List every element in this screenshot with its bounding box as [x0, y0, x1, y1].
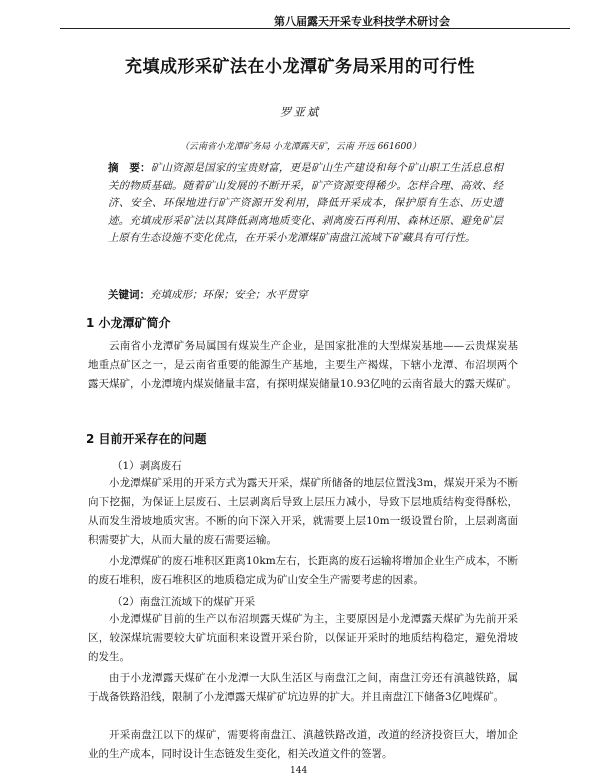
abstract-label: 摘 要： — [108, 162, 151, 174]
section-2-paragraph-3: 小龙潭煤矿目前的生产以布沼坝露天煤矿为主，主要原因是小龙潭露天煤矿为先前开采区，较深煤坑需要较大矿坑面积来设置开采台阶，以保证开采时的地质结构稳定，避免滑坡的发生。 — [88, 613, 518, 663]
page-number: 144 — [290, 766, 308, 776]
subsection-2-heading: （2）南盘江流域下的煤矿开采 — [112, 596, 256, 608]
section-2-heading: 2 目前开采存在的问题 — [86, 432, 207, 446]
keywords — [108, 287, 503, 302]
abstract — [108, 160, 503, 248]
keywords-label: 关键词： — [108, 289, 150, 301]
running-header — [60, 8, 570, 29]
header-text: 第八届露天开采专业科技学术研讨会 — [274, 15, 450, 28]
section-2-paragraph-4: 由于小龙潭露天煤矿在小龙潭一大队生活区与南盘江之间，南盘江旁还有滇越铁路，属于战备铁路沿线，限制了小龙潭露天煤矿矿坑边界的扩大。并且南盘江下储备3亿吨煤矿。 — [88, 672, 518, 703]
abstract-text: 矿山资源是国家的宝贵财富，更是矿山生产建设和每个矿山职工生活息息相关的物质基础。随着矿山发展的不断开采，矿产资源变得稀少。怎样合理、高效、经济、安全、环保地进行矿产资源开发利用，降低开采成本，保护原有生态、历史遗迹。充填成形采矿法以其降低剥离地质变化、剥离废石再利用、森林还原、避免矿层上原有生态设施不变化优点，在开采小龙潭煤矿南盘江流域下矿藏具有可行性。 — [108, 162, 504, 244]
keywords-text: 充填成形；环保；安全；水平贯穿 — [150, 289, 308, 301]
subsection-1-heading: （1）剥离废石 — [112, 460, 182, 472]
section-2-paragraph-5: 开采南盘江以下的煤矿，需要将南盘江、滇越铁路改道，改道的经济投资巨大，增加企业的生产成本，同时设计生态链发生变化，相关改道文件的签署。 — [88, 729, 518, 760]
section-2-paragraph-1: 小龙潭煤矿采用的开采方式为露天开采，煤矿所储备的地层位置浅3m，煤炭开采为不断向下挖掘，为保证上层废石、土层剥离后导致上层压力减小，导致下层地质结构变得酥松，从而发生滑坡地质灾害。不断的向下深入开采，就需要上层10m一级设置台阶，上层剥离面积需要扩大，从而大量的废石需要运输。 — [88, 477, 518, 546]
section-1-heading: 1 小龙潭矿简介 — [86, 316, 171, 330]
section-2-paragraph-2: 小龙潭煤矿的废石堆积区距离10km左右，长距离的废石运输将增加企业生产成本，不断的废石堆积，废石堆积区的地质稳定成为矿山安全生产需要考虑的因素。 — [88, 555, 518, 586]
section-1-paragraph: 云南省小龙潭矿务局属国有煤炭生产企业，是国家批准的大型煤炭基地——云贵煤炭基地重点矿区之一，是云南省重要的能源生产基地，主要生产褐煤，下辖小龙潭、布沼坝两个露天煤矿，小龙潭境内煤炭储量丰富，有探明煤炭储量10.93亿吨的云南省最大的露天煤矿。 — [88, 340, 518, 390]
affiliation: （云南省小龙潭矿务局 小龙潭露天矿，云南 开远 661600） — [180, 142, 421, 152]
paper-title: 充填成形采矿法在小龙潭矿务局采用的可行性 — [125, 57, 475, 77]
author-name: 罗亚斌 — [279, 105, 321, 119]
